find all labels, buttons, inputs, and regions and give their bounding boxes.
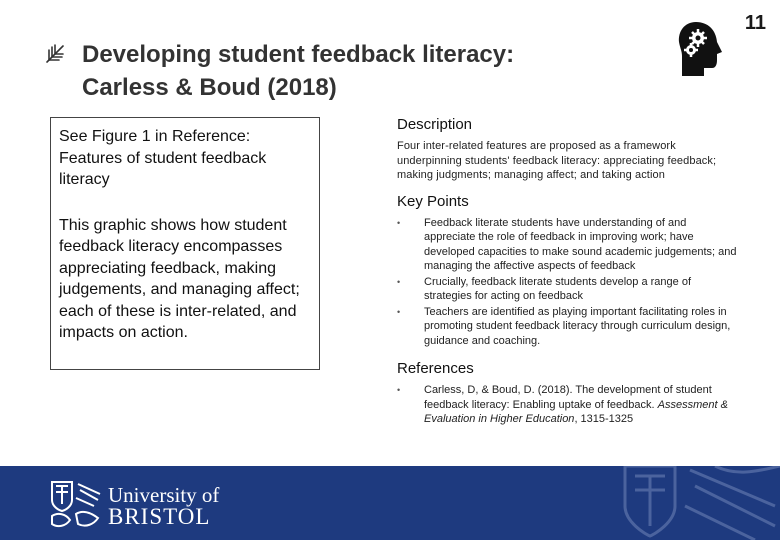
slide-number: 11: [744, 12, 766, 34]
reference-pages: , 1315-1325: [574, 413, 634, 426]
figure-reference-text: See Figure 1 in Reference: Features of student feedback literacy: [59, 128, 267, 188]
key-points-heading: Key Points: [397, 192, 469, 210]
references-heading: References: [397, 360, 474, 378]
logo-line-1: University of: [108, 483, 220, 507]
title-line-2: Carless & Boud (2018): [82, 74, 337, 101]
reference-journal: Assessment & Evaluation in Higher Education: [424, 398, 728, 426]
content-column: [397, 116, 737, 439]
list-item: [397, 305, 737, 349]
figure-reference-box: [50, 117, 320, 370]
references-list: [397, 383, 737, 427]
reference-text: Carless, D, & Boud, D. (2018). The development of student feedback literacy: Enabling uptake of feedback.: [424, 384, 712, 411]
key-point-text: Teachers are identified as playing important facilitating roles in promoting student feedback literacy through curriculum design, guidance and coaching.: [424, 305, 731, 347]
crest-watermark-icon: [615, 466, 780, 540]
university-crest-logo: [48, 478, 104, 530]
key-points-list: [397, 216, 737, 349]
logo-line-2: BRISTOL: [108, 504, 211, 529]
list-item: [397, 275, 737, 304]
description-text: Four inter-related features are proposed as a framework underpinning students' feedback literacy: appreciating feedback; making judgments; managing affect; and taking action: [397, 140, 717, 182]
university-logo-text: [108, 484, 219, 528]
title-line-1: Developing student feedback literacy:: [82, 41, 515, 68]
slide-title: [82, 38, 514, 104]
key-point-text: Feedback literate students have understanding of and appreciate the role of feedback in improving work; have developed capacities to make sound academic judgements; and managing the affective aspects of feedback: [424, 216, 737, 273]
description-heading: Description: [397, 116, 473, 133]
leaf-lines-icon: [44, 42, 66, 64]
head-gears-icon: [676, 20, 724, 78]
bullet: •: [397, 217, 401, 228]
bullet: •: [397, 276, 401, 287]
bullet: •: [397, 385, 401, 396]
list-item: [397, 216, 737, 274]
list-item: [397, 383, 737, 427]
bullet: •: [397, 306, 401, 317]
key-point-text: Crucially, feedback literate students develop a range of strategies for acting on feedback: [424, 275, 692, 303]
graphic-description-text: This graphic shows how student feedback literacy encompasses appreciating feedback, making judgements, and managing affect; each of these is inter-related, and impacts on action.: [59, 216, 300, 341]
